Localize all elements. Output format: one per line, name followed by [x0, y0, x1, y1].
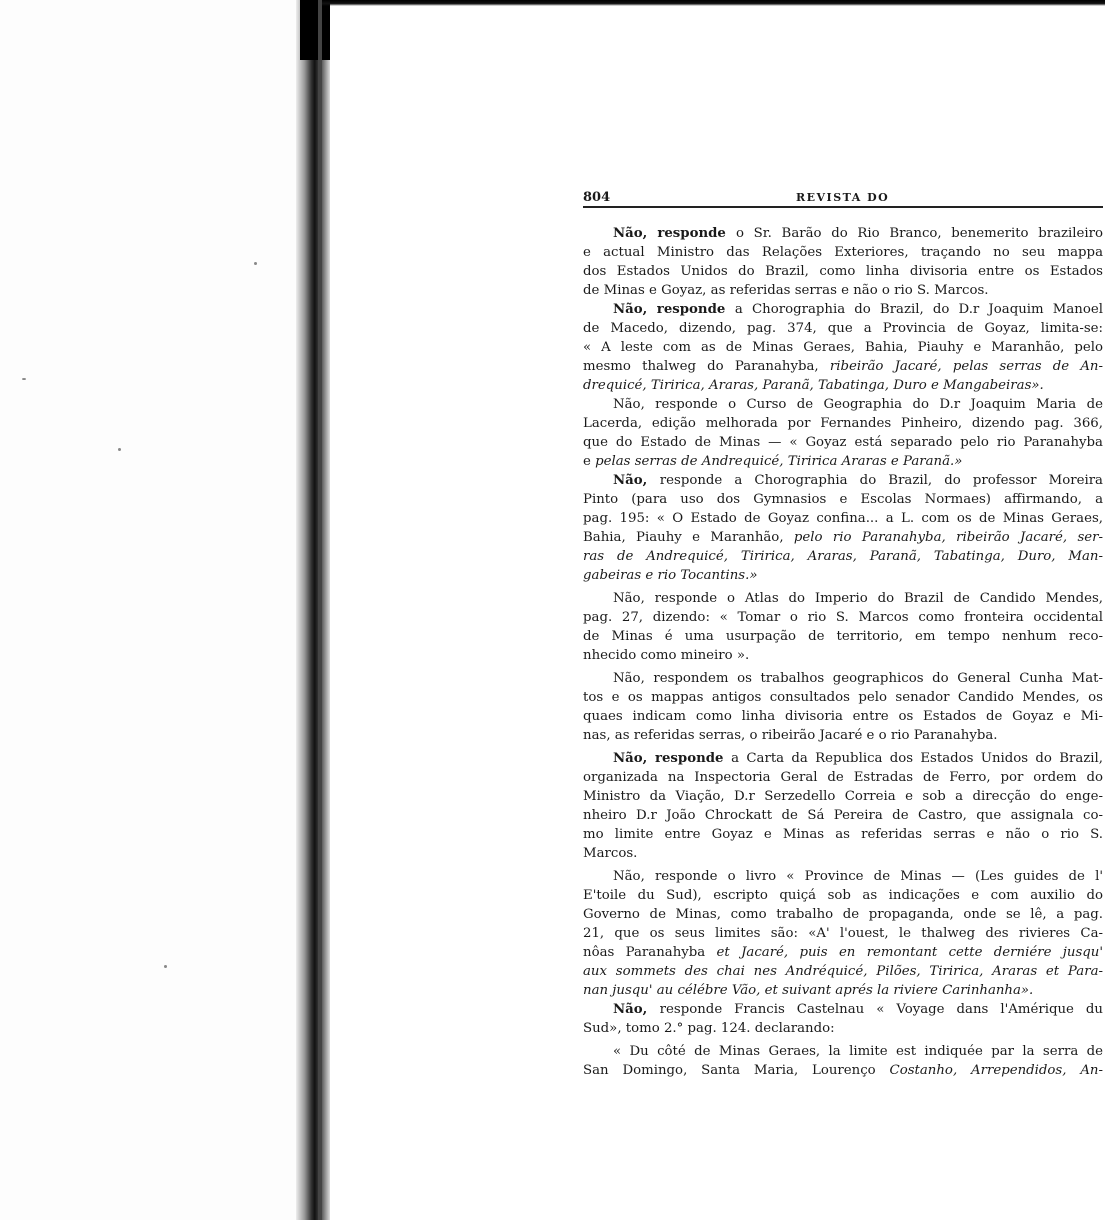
text-line — [583, 886, 1103, 905]
text-line — [583, 509, 1103, 528]
binding-top-shadow — [300, 0, 330, 60]
text-line — [583, 669, 1103, 688]
text-line — [583, 726, 1103, 745]
text-line — [583, 490, 1103, 509]
text-run: Lacerda, edição melhorada por Fernandes Pinheiro, dizendo pag. 366, — [583, 416, 1103, 431]
text-run: o Sr. Barão do Rio Branco, benemerito brazileiro — [735, 226, 1103, 241]
text-run: Marcos. — [583, 846, 638, 861]
text-run: que do Estado de Minas — « Goyaz está separado pelo rio Paranahyba — [583, 435, 1103, 450]
text-line — [583, 688, 1103, 707]
bold-run: Não, responde — [613, 226, 736, 241]
bold-run: Não, — [613, 1002, 660, 1017]
text-line — [583, 547, 1103, 566]
text-line — [583, 300, 1103, 319]
text-line — [583, 962, 1103, 981]
text-line — [583, 806, 1103, 825]
text-run: de Minas e Goyaz, as referidas serras e não o rio S. Marcos. — [583, 283, 989, 298]
text-run: dos Estados Unidos do Brazil, como linha divisoria entre os Estados — [583, 264, 1103, 279]
text-run: e — [583, 454, 596, 469]
text-run: Não, respondem os trabalhos geographicos do General Cunha Mat- — [613, 671, 1103, 686]
text-line — [583, 646, 1103, 665]
text-run: nas, as referidas serras, o ribeirão Jacaré e o rio Paranahyba. — [583, 728, 998, 743]
text-run: Não, responde o Curso de Geographia do D.r Joaquim Maria de — [613, 397, 1103, 412]
bold-run: Não, — [613, 473, 660, 488]
text-line — [583, 943, 1103, 962]
text-line — [583, 608, 1103, 627]
text-line — [583, 433, 1103, 452]
text-run: Ministro da Viação, D.r Serzedello Correia e sob a direcção do enge- — [583, 789, 1103, 804]
text-run: a Chorographia do Brazil, do D.r Joaquim Manoel — [734, 302, 1103, 317]
text-line — [583, 262, 1103, 281]
text-line — [583, 825, 1103, 844]
running-title: REVISTA DO — [796, 191, 890, 204]
text-line — [583, 924, 1103, 943]
text-run: pag. 27, dizendo: « Tomar o rio S. Marcos como fronteira occidental — [583, 610, 1103, 625]
text-line — [583, 452, 1103, 471]
text-line — [583, 1019, 1103, 1038]
italic-run: et Jacaré, puis en remontant cette derniére jusqu' — [716, 945, 1103, 960]
italic-run: pelas serras de Andrequicé, Tiririca Araras e Paranã.» — [595, 454, 963, 469]
text-line — [583, 224, 1103, 243]
text-line — [583, 1061, 1103, 1080]
bold-run: Não, responde — [613, 751, 732, 766]
scan-speck — [22, 378, 26, 380]
body-text — [583, 224, 1103, 1080]
text-line — [583, 357, 1103, 376]
text-line — [583, 981, 1103, 1000]
text-line — [583, 749, 1103, 768]
text-line — [583, 787, 1103, 806]
italic-run: gabeiras e rio Tocantins.» — [583, 568, 758, 583]
text-line — [583, 627, 1103, 646]
text-line — [583, 528, 1103, 547]
text-line — [583, 844, 1103, 863]
italic-run: pelo rio Paranahyba, ribeirão Jacaré, ser- — [793, 530, 1103, 545]
italic-run: ribeirão Jacaré, pelas serras de An- — [829, 359, 1103, 374]
text-run: quaes indicam como linha divisoria entre os Estados de Goyaz e Mi- — [583, 709, 1103, 724]
text-run: responde a Chorographia do Brazil, do professor Moreira — [659, 473, 1103, 488]
page-number: 804 — [583, 190, 611, 205]
italic-run: aux sommets des chai nes Andréquicé, Pilões, Tiririca, Araras et Para- — [583, 964, 1103, 979]
text-run: Bahia, Piauhy e Maranhão, — [583, 530, 794, 545]
text-run: Não, responde o Atlas do Imperio do Brazil de Candido Mendes, — [613, 591, 1103, 606]
book-binding-shadow — [296, 0, 330, 1220]
scan-speck — [254, 262, 257, 265]
text-run: « Du côté de Minas Geraes, la limite est indiquée par la serra de — [613, 1044, 1103, 1059]
text-line — [583, 768, 1103, 787]
text-run: tos e os mappas antigos consultados pelo senador Candido Mendes, os — [583, 690, 1103, 705]
text-run: 21, que os seus limites são: «A' l'ouest, le thalweg des rivieres Ca- — [583, 926, 1103, 941]
text-run: nhecido como mineiro ». — [583, 648, 750, 663]
text-line — [583, 1042, 1103, 1061]
text-line — [583, 566, 1103, 585]
text-run: Sud», tomo 2.° pag. 124. declarando: — [583, 1021, 835, 1036]
text-line — [583, 281, 1103, 300]
text-run: mesmo thalweg do Paranahyba, — [583, 359, 830, 374]
text-run: Não, responde o livro « Province de Minas — (Les guides de l' — [613, 869, 1103, 884]
text-line — [583, 1000, 1103, 1019]
bold-run: Não, responde — [613, 302, 735, 317]
text-run: San Domingo, Santa Maria, Lourenço — [583, 1063, 890, 1078]
text-run: organizada na Inspectoria Geral de Estradas de Ferro, por ordem do — [583, 770, 1103, 785]
text-run: de Macedo, dizendo, pag. 374, que a Provincia de Goyaz, limita-se: — [583, 321, 1103, 336]
scan-margin — [0, 0, 300, 1220]
text-run: a Carta da Republica dos Estados Unidos do Brazil, — [731, 751, 1103, 766]
text-line — [583, 376, 1103, 395]
text-run: Governo de Minas, como trabalho de propaganda, onde se lê, a pag. — [583, 907, 1103, 922]
scan-speck — [164, 965, 167, 968]
text-line — [583, 319, 1103, 338]
text-line — [583, 395, 1103, 414]
text-run: pag. 195: « O Estado de Goyaz confina... a L. com os de Minas Geraes, — [583, 511, 1103, 526]
text-run: responde Francis Castelnau « Voyage dans l'Amérique du — [659, 1002, 1103, 1017]
text-line — [583, 471, 1103, 490]
page-left-edge — [318, 0, 322, 1220]
scan-speck — [118, 448, 121, 451]
text-run: de Minas é uma usurpação de territorio, em tempo nenhum reco- — [583, 629, 1103, 644]
italic-run: drequicé, Tiririca, Araras, Paranã, Tabatinga, Duro e Mangabeiras». — [583, 378, 1044, 393]
text-run: Pinto (para uso dos Gymnasios e Escolas Normaes) affirmando, a — [583, 492, 1103, 507]
text-run: « A leste com as de Minas Geraes, Bahia, Piauhy e Maranhão, pelo — [583, 340, 1103, 355]
italic-run: Costanho, Arrependidos, An- — [889, 1063, 1103, 1078]
italic-run: ras de Andrequicé, Tiririca, Araras, Paranã, Tabatinga, Duro, Man- — [583, 549, 1103, 564]
text-run: nôas Paranahyba — [583, 945, 717, 960]
text-line — [583, 905, 1103, 924]
text-line — [583, 589, 1103, 608]
page-top-edge — [318, 0, 1105, 6]
text-line — [583, 414, 1103, 433]
italic-run: nan jusqu' au célébre Vão, et suivant aprés la riviere Carinhanha». — [583, 983, 1034, 998]
text-line — [583, 707, 1103, 726]
text-line — [583, 243, 1103, 262]
text-line — [583, 338, 1103, 357]
text-line — [583, 867, 1103, 886]
text-run: e actual Ministro das Relações Exteriores, traçando no seu mappa — [583, 245, 1103, 260]
text-run: nheiro D.r João Chrockatt de Sá Pereira de Castro, que assignala co- — [583, 808, 1103, 823]
text-run: E'toile du Sud), escripto quiçá sob as indicações e com auxilio do — [583, 888, 1103, 903]
header-rule — [583, 206, 1103, 208]
text-run: mo limite entre Goyaz e Minas as referidas serras e não o rio S. — [583, 827, 1103, 842]
